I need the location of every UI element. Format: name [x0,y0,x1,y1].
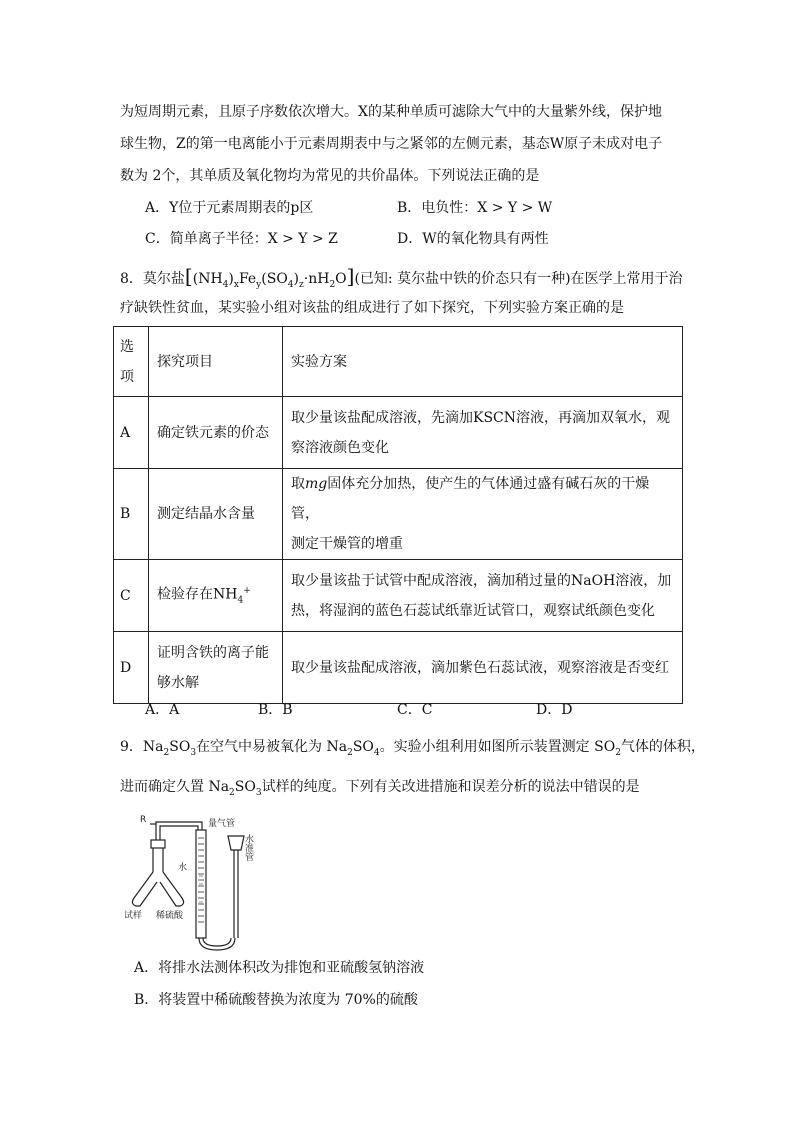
table-header-row [114,327,683,397]
row-item: 证明含铁的离子能 够水解 [149,632,283,704]
row-option: A [114,397,149,469]
q7-line-3: 数为 2个，其单质及氧化物均为常见的共价晶体。下列说法正确的是 [120,168,540,184]
q8-option-a[interactable]: A．A [145,702,180,718]
row-item: 确定铁元素的价态 [149,397,283,469]
table-row [114,397,683,469]
q8-stem-line-2: 疗缺铁性贫血，某实验小组对该盐的组成进行了如下探究，下列实验方案正确的是 [120,300,624,316]
row-plan: 取mg固体充分加热，使产生的气体通过盛有碱石灰的干燥管， 测定干燥管的增重 [283,469,683,560]
level-tube-funnel [228,836,244,850]
gas-measurement-apparatus-figure [120,812,270,952]
q9-stem-line-2: 进而确定久置 $Na_2SO_3$试样的纯度。下列有关改进措施和误差分析的说法中错误的是 [120,779,640,798]
row-plan: 取少量该盐配成溶液，先滴加KSCN溶液，再滴加双氧水，观 察溶液颜色变化 [283,397,683,469]
q7-line-2: 球生物，Z的第一电离能小于元素周期表中与之紧邻的左侧元素，基态W原子未成对电子 [120,136,663,152]
q8-stem-line-1 [120,266,683,295]
q9-stem-line-1: 9．$Na_2SO_3$在空气中易被氧化为 $Na_2SO_4$。实验小组利用如图所示装置测定 $SO_2$气体的体积， [120,739,705,758]
label-r: R [140,815,147,825]
label-level-tube: 水准管 [243,834,253,861]
q8-stem-prefix: 8．莫尔盐 [120,271,185,287]
row-plan: 取少量该盐配成溶液，滴加紫色石蕊试液，观察溶液是否变红 [283,632,683,704]
connector-tube [156,822,202,840]
table-row [114,632,683,704]
row-plan: 取少量该盐于试管中配成溶液，滴加稍过量的NaOH溶液，加 热，将湿润的蓝色石蕊试纸靠近试管口，观察试纸颜色变化 [283,560,683,632]
q9-option-b[interactable]: B．将装置中稀硫酸替换为浓度为 70%的硫酸 [134,992,418,1008]
label-dilute-acid: 稀硫酸 [156,911,184,921]
q7-option-b[interactable]: B．电负性：X > Y > W [397,200,553,216]
q7-option-a[interactable]: A．Y位于元素周期表的p区 [145,200,314,216]
row-item: 检验存在$NH_4^+$ [149,560,283,632]
q7-line-1: 为短周期元素，且原子序数依次增大。X的某种单质可滤除大气中的大量紫外线，保护地 [120,104,662,120]
row-option: B [114,469,149,560]
y-tube-stem [153,847,163,872]
q8-option-c[interactable]: C．C [397,702,433,718]
q7-option-d[interactable]: D．W的氧化物具有两性 [397,231,549,247]
q9-option-a[interactable]: A．将排水法测体积改为排饱和亚硫酸氢钠溶液 [134,960,425,976]
rubber-stopper [151,840,165,848]
row-option: D [114,632,149,704]
label-sample: 试样 [124,911,143,921]
row-item: 测定结晶水含量 [149,469,283,560]
mohr-salt-formula: $[(NH_4)_xFe_y(SO_4)_z\cdot nH_2O]$ [184,264,355,290]
row-option: C [114,560,149,632]
y-tube-right-arm [160,872,184,906]
burette-graduation [198,838,204,922]
q7-option-c[interactable]: C．简单离子半径：X > Y > Z [145,231,338,247]
y-tube-left-arm [132,872,157,906]
table-row [114,469,683,560]
label-gas-burette: 量气管 [208,819,236,829]
experiment-table [113,326,683,704]
level-tube-stem [234,850,238,938]
label-water: 水 [178,863,188,873]
rubber-tubing [199,938,235,950]
q8-option-d[interactable]: D．D [536,702,573,718]
q8-option-b[interactable]: B．B [258,702,293,718]
q8-stem-suffix: (已知: 莫尔盐中铁的价态只有一种)在医学上常用于治 [354,271,683,287]
header-plan-cell: 实验方案 [283,327,683,397]
table-row [114,560,683,632]
header-option-cell: 选 项 [114,327,149,397]
header-item-cell: 探究项目 [149,327,283,397]
